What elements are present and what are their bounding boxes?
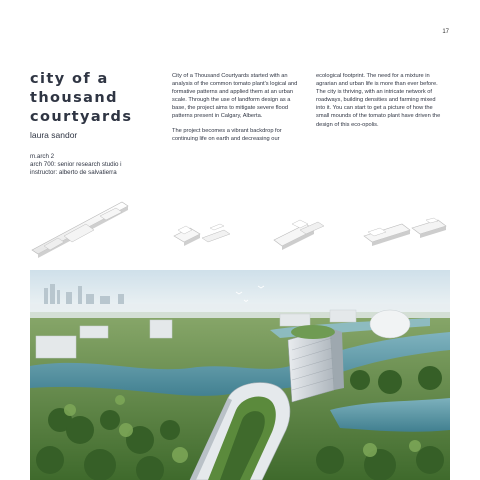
- massing-model-1: [32, 202, 128, 258]
- title-line-2: thousand: [30, 90, 118, 106]
- body-paragraph-3: ecological footprint. The need for a mixture in agrarian and urban life is more than ever before. The city is thriving, with an intricate network of roadways, building densities and farming mixed into it. You can start to get a picture of how the small mounds of the tomato plant have driven the design of this eco-opolis.: [316, 73, 441, 128]
- aerial-rendering-image: [30, 270, 450, 480]
- body-column-1: [172, 72, 300, 149]
- degree: m.arch 2: [30, 153, 55, 160]
- massing-model-4: [364, 218, 446, 246]
- title-line-3: courtyards: [30, 109, 133, 125]
- title-line-1: city of a: [30, 71, 109, 87]
- instructor: instructor: alberto de salvatierra: [30, 169, 117, 176]
- course: arch 700: senior research studio i: [30, 161, 122, 168]
- page-title: [30, 70, 150, 127]
- massing-models-image: [24, 190, 456, 260]
- author-name: laura sandor: [30, 130, 78, 140]
- massing-model-2: [174, 224, 230, 246]
- page-number: 17: [442, 29, 449, 35]
- body-paragraph-2: The project becomes a vibrant backdrop for continuing life on earth and decreasing our: [172, 127, 282, 142]
- body-paragraph-1: City of a Thousand Courtyards started with an analysis of the common tomato plant's logical and formative patterns and applied them at an urban scale. Through the use of landform design as a base, the project aims to mitigate severe flood patterns present in Calgary, Alberta.: [172, 73, 298, 120]
- body-column-2: [316, 72, 444, 135]
- project-meta: [30, 153, 122, 177]
- massing-model-3: [274, 220, 324, 250]
